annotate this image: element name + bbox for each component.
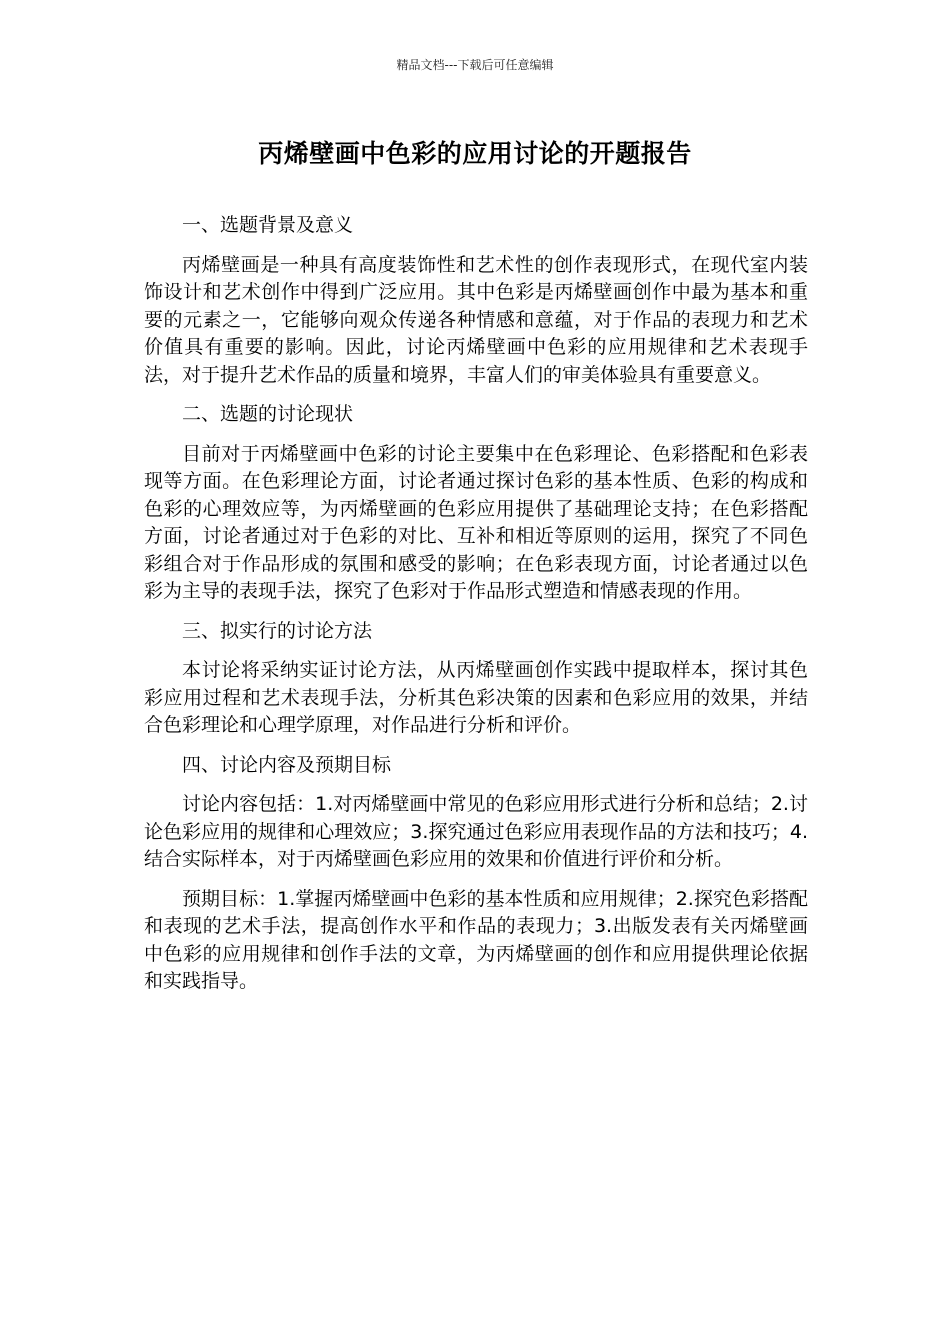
section-research-status xyxy=(144,401,808,606)
section-heading: 二、选题的讨论现状 xyxy=(182,403,354,425)
paragraph: 目前对于丙烯壁画中色彩的讨论主要集中在色彩理论、色彩搭配和色彩表现等方面。在色彩理论方面，讨论者通过探讨色彩的基本性质、色彩的构成和色彩的心理效应等，为丙烯壁画的色彩应用提供了基础理论支持；在色彩搭配方面，讨论者通过对于色彩的对比、互补和相近等原则的运用，探究了不同色彩组合对于作品形成的氛围和感受的影响；在色彩表现方面，讨论者通过以色彩为主导的表现手法，探究了色彩对于作品形式塑造和情感表现的作用。 xyxy=(144,442,808,602)
section-method xyxy=(144,618,808,740)
paragraph: 本讨论将采纳实证讨论方法，从丙烯壁画创作实践中提取样本，探讨其色彩应用过程和艺术表现手法，分析其色彩决策的因素和色彩应用的效果，并结合色彩理论和心理学原理，对作品进行分析和评价。 xyxy=(144,659,808,736)
paragraph: 预期目标：1.掌握丙烯壁画中色彩的基本性质和应用规律；2.探究色彩搭配和表现的艺术手法，提高创作水平和作品的表现力；3.出版发表有关丙烯壁画中色彩的应用规律和创作手法的文章，为丙烯壁画的创作和应用提供理论依据和实践指导。 xyxy=(144,887,808,992)
document-title: 丙烯壁画中色彩的应用讨论的开题报告 xyxy=(258,139,692,168)
section-heading: 四、讨论内容及预期目标 xyxy=(182,753,392,776)
section-heading: 一、选题背景及意义 xyxy=(182,214,354,236)
document-body xyxy=(144,212,808,1008)
paragraph: 讨论内容包括：1.对丙烯壁画中常见的色彩应用形式进行分析和总结；2.讨论色彩应用的规律和心理效应；3.探究通过色彩应用表现作品的方法和技巧；4.结合实际样本，对于丙烯壁画色彩应用的效果和价值进行评价和分析。 xyxy=(144,793,808,870)
paragraph: 丙烯壁画是一种具有高度装饰性和艺术性的创作表现形式，在现代室内装饰设计和艺术创作中得到广泛应用。其中色彩是丙烯壁画创作中最为基本和重要的元素之一，它能够向观众传递各种情感和意蕴，对于作品的表现力和艺术价值具有重要的影响。因此，讨论丙烯壁画中色彩的应用规律和艺术表现手法，对于提升艺术作品的质量和境界，丰富人们的审美体验具有重要意义。 xyxy=(144,253,808,386)
section-heading: 三、拟实行的讨论方法 xyxy=(182,619,373,642)
section-background xyxy=(144,212,808,389)
section-content-goals xyxy=(144,752,808,996)
header-note: 精品文档---下载后可任意编辑 xyxy=(396,58,554,72)
